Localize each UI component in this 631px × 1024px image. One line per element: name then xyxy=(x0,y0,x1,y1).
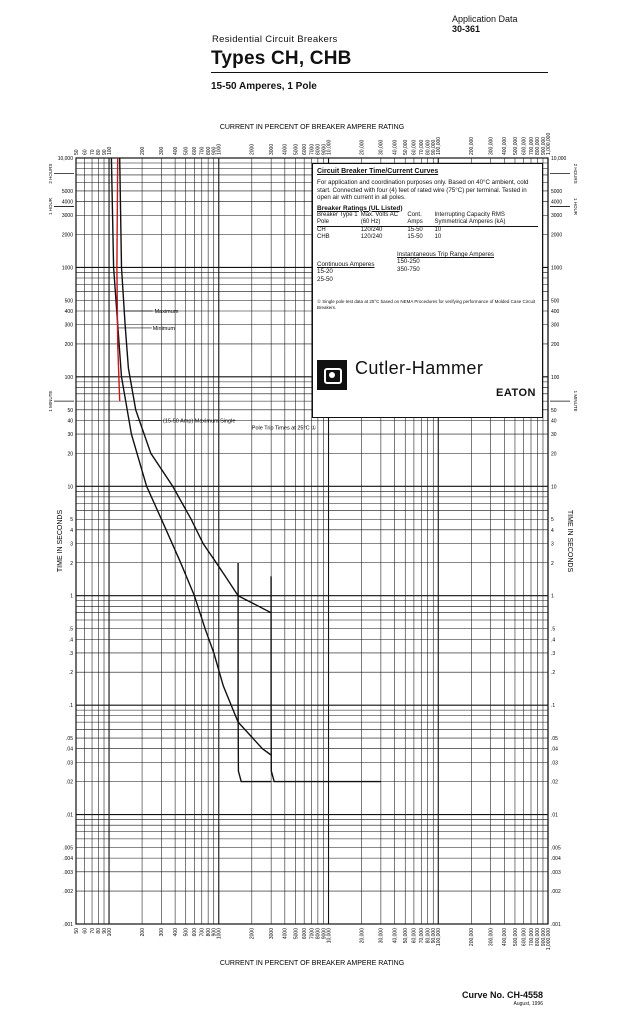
x-tick-label-bottom: 400,000 xyxy=(502,928,509,947)
y-tick-label-left: 1 xyxy=(70,593,73,600)
info-heading: Circuit Breaker Time/Current Curves xyxy=(317,168,439,175)
y-tick-label-left: .05 xyxy=(66,736,73,743)
x-tick-label-top: 600,000 xyxy=(521,136,528,155)
y-tick-label-left: 2000 xyxy=(61,232,73,239)
y-tick-label-right: 5000 xyxy=(551,188,563,195)
x-tick-label-top: 400,000 xyxy=(502,136,509,155)
annotation-label: Minimum xyxy=(152,325,176,332)
y-tick-label-right: .001 xyxy=(551,922,561,928)
x-tick-label-bottom: 600 xyxy=(192,928,199,937)
col-header: Cont. Amps xyxy=(407,212,434,227)
y-tick-label-left: .03 xyxy=(66,760,73,767)
y-tick-label-left: 4000 xyxy=(61,199,73,206)
x-tick-label-top: 9000 xyxy=(321,143,328,155)
x-tick-label-bottom: 300 xyxy=(159,928,166,937)
x-tick-label-bottom: 10,000 xyxy=(326,928,333,944)
y-tick-label-left: .002 xyxy=(63,889,73,896)
y-tick-label-left: 400 xyxy=(64,308,73,315)
series-line xyxy=(117,158,120,401)
x-tick-label-top: 700 xyxy=(199,146,206,155)
y-tick-label-right: .003 xyxy=(551,869,561,876)
y-tick-label-right: 30 xyxy=(551,432,557,439)
x-tick-label-top: 500,000 xyxy=(512,136,519,155)
y-tick-label-left: .5 xyxy=(68,626,73,633)
brand-name: Cutler-Hammer xyxy=(355,358,484,378)
ratings-table xyxy=(317,212,538,241)
y-tick-label-right: 5 xyxy=(551,517,554,524)
x-tick-label-top: 1,000,000 xyxy=(545,132,552,155)
x-tick-label-top: 10,000 xyxy=(326,139,333,155)
y-tick-label-right: 200 xyxy=(551,341,560,348)
x-tick-label-bottom: 800 xyxy=(205,928,212,937)
x-tick-label-top: 80 xyxy=(96,149,103,155)
y-tick-label-left: 40 xyxy=(67,418,73,425)
x-tick-label-top: 30,000 xyxy=(378,139,385,155)
eaton-logo: EATON xyxy=(496,387,536,399)
x-tick-label-top: 90,000 xyxy=(431,139,438,155)
y-tick-label-left: .3 xyxy=(68,650,73,657)
x-tick-label-top: 300 xyxy=(159,146,166,155)
y-tick-label-right: .4 xyxy=(551,637,556,644)
trip-right-value: 350-750 xyxy=(397,265,420,273)
y-tick-label-right: .02 xyxy=(551,779,558,786)
x-tick-label-bottom: 90,000 xyxy=(431,928,438,944)
series-line xyxy=(111,158,271,755)
cutler-hammer-logo-icon xyxy=(317,360,347,390)
y-side-label-left: 2 HOURS xyxy=(48,163,53,184)
x-tick-label-top: 900 xyxy=(211,146,218,155)
page-title: Types CH, CHB xyxy=(211,48,352,69)
info-note: For application and coordination purposes only. Based on 40°C ambient, cold start. Connected with four (4) feet of rated wire (75°C) per terminal. Tested in open air with current in all poles. xyxy=(317,179,529,202)
y-tick-label-right: 100 xyxy=(551,374,560,381)
y-tick-label-right: .05 xyxy=(551,736,558,743)
x-tick-label-top: 800,000 xyxy=(535,136,542,155)
cell: 15-50 xyxy=(407,227,423,234)
x-axis-label-top: CURRENT IN PERCENT OF BREAKER AMPERE RATING xyxy=(219,124,405,131)
y-axis-label-right: TIME IN SECONDS xyxy=(566,509,573,573)
y-tick-label-left: 5000 xyxy=(61,188,73,195)
y-tick-label-left: .1 xyxy=(68,703,73,710)
x-tick-label-top: 60 xyxy=(82,149,89,155)
y-tick-label-left: 10 xyxy=(67,484,73,491)
x-tick-label-bottom: 600,000 xyxy=(521,928,528,947)
y-tick-label-right: .002 xyxy=(551,889,561,896)
y-tick-label-right: 10,000 xyxy=(551,156,567,162)
table-row xyxy=(317,234,538,241)
y-tick-label-left: .005 xyxy=(63,845,73,852)
x-tick-label-bottom: 500,000 xyxy=(512,928,519,947)
footnote: ① Single pole test data at 25°C based on NEMA Procedures for verifying performance of Molded Case Circuit Breakers. xyxy=(317,299,536,310)
y-tick-label-left: .001 xyxy=(63,922,73,928)
cell: CHB xyxy=(317,234,330,241)
y-tick-label-right: 4000 xyxy=(551,199,563,206)
curve-date: August, 1996 xyxy=(513,1001,543,1007)
y-side-label-right: 1 HOUR xyxy=(573,198,578,216)
x-tick-label-top: 7000 xyxy=(309,143,316,155)
x-tick-label-top: 700,000 xyxy=(528,136,535,155)
y-side-label-left: 1 HOUR xyxy=(48,198,53,216)
x-tick-label-top: 800 xyxy=(205,146,212,155)
y-tick-label-left: 30 xyxy=(67,432,73,439)
x-tick-label-bottom: 100 xyxy=(106,928,113,937)
y-tick-label-right: .03 xyxy=(551,760,558,767)
x-tick-label-bottom: 60 xyxy=(82,928,89,934)
x-tick-label-bottom: 900,000 xyxy=(540,928,547,947)
y-tick-label-left: 3000 xyxy=(61,213,73,220)
x-tick-label-top: 500 xyxy=(183,146,190,155)
x-tick-label-bottom: 5000 xyxy=(293,928,300,940)
x-tick-label-bottom: 3000 xyxy=(268,928,275,940)
x-tick-label-bottom: 6000 xyxy=(301,928,308,940)
continuous-heading: Continuous Amperes xyxy=(317,261,375,269)
y-tick-label-left: 5 xyxy=(70,517,73,524)
x-tick-label-bottom: 40,000 xyxy=(392,928,399,944)
col-header: Max. Volts AC (60 Hz) xyxy=(361,212,408,227)
x-tick-label-bottom: 70,000 xyxy=(419,928,426,944)
x-tick-label-bottom: 500 xyxy=(183,928,190,937)
x-tick-label-top: 200 xyxy=(139,146,146,155)
x-tick-label-top: 900,000 xyxy=(540,136,547,155)
x-tick-label-bottom: 4000 xyxy=(282,928,289,940)
y-tick-label-right: 50 xyxy=(551,407,557,414)
x-tick-label-top: 200,000 xyxy=(469,136,476,155)
y-tick-label-right: .5 xyxy=(551,626,556,633)
x-tick-label-bottom: 2000 xyxy=(249,928,256,940)
y-tick-label-right: 1 xyxy=(551,593,554,600)
y-tick-label-left: 2 xyxy=(70,560,73,567)
x-tick-label-bottom: 50 xyxy=(73,928,80,934)
y-tick-label-right: 1000 xyxy=(551,265,563,272)
x-tick-label-bottom: 70 xyxy=(89,928,96,934)
y-tick-label-left: 300 xyxy=(64,322,73,329)
y-tick-label-left: 500 xyxy=(64,298,73,305)
y-tick-label-left: 4 xyxy=(70,527,73,534)
y-tick-label-right: 400 xyxy=(551,308,560,315)
y-tick-label-left: 20 xyxy=(67,451,73,458)
x-tick-label-bottom: 90 xyxy=(101,928,108,934)
ratings-heading: Breaker Ratings (UL Listed) xyxy=(317,204,403,212)
y-tick-label-right: .3 xyxy=(551,650,556,657)
x-tick-label-bottom: 8000 xyxy=(315,928,322,940)
x-tick-label-bottom: 300,000 xyxy=(488,928,495,947)
page-subtitle: Residential Circuit Breakers xyxy=(212,34,338,45)
curve-number: Curve No. CH-4558 xyxy=(461,990,543,1000)
x-tick-label-bottom: 400 xyxy=(172,928,179,937)
x-tick-label-bottom: 30,000 xyxy=(378,928,385,944)
y-tick-label-left: 10,000 xyxy=(57,156,73,162)
table-row xyxy=(317,227,538,235)
x-tick-label-bottom: 1,000,000 xyxy=(545,928,552,951)
y-tick-label-left: 200 xyxy=(64,341,73,348)
series-line xyxy=(120,158,271,613)
brand-block xyxy=(317,360,537,390)
x-axis-label-bottom: CURRENT IN PERCENT OF BREAKER AMPERE RATING xyxy=(219,960,405,967)
y-tick-label-right: .01 xyxy=(551,812,558,819)
x-tick-label-bottom: 80 xyxy=(96,928,103,934)
y-side-label-right: 1 MINUTE xyxy=(573,390,578,412)
x-tick-label-bottom: 9000 xyxy=(321,928,328,940)
y-tick-label-right: .1 xyxy=(551,703,556,710)
y-tick-label-right: .004 xyxy=(551,856,561,863)
x-tick-label-top: 70 xyxy=(89,149,96,155)
cell: CH xyxy=(317,227,326,234)
annotation-label: Pole Trip Times at 25°C ① xyxy=(251,425,317,432)
y-tick-label-left: .4 xyxy=(68,637,73,644)
y-side-label-right: 2 HOURS xyxy=(573,163,578,184)
x-tick-label-bottom: 1000 xyxy=(216,928,223,940)
y-tick-label-left: .04 xyxy=(66,746,73,753)
x-tick-label-bottom: 700,000 xyxy=(528,928,535,947)
x-tick-label-bottom: 50,000 xyxy=(403,928,410,944)
doc-number: 30-361 xyxy=(452,24,481,34)
x-tick-label-top: 5000 xyxy=(293,143,300,155)
x-tick-label-top: 50 xyxy=(73,149,80,155)
annotation-label: Maximum xyxy=(154,308,179,315)
x-tick-label-top: 4000 xyxy=(282,143,289,155)
y-tick-label-right: .005 xyxy=(551,845,561,852)
x-tick-label-top: 80,000 xyxy=(425,139,432,155)
y-axis-label-left: TIME IN SECONDS xyxy=(57,509,64,573)
y-tick-label-right: 40 xyxy=(551,418,557,425)
y-tick-label-right: 20 xyxy=(551,451,557,458)
y-tick-label-left: .01 xyxy=(66,812,73,819)
x-tick-label-bottom: 20,000 xyxy=(359,928,366,944)
x-tick-label-top: 100,000 xyxy=(436,136,443,155)
trip-left-value: 15-20 xyxy=(317,268,333,276)
x-tick-label-top: 300,000 xyxy=(488,136,495,155)
x-tick-label-bottom: 100,000 xyxy=(436,928,443,947)
cell: 10 xyxy=(434,234,442,241)
x-tick-label-top: 2000 xyxy=(249,143,256,155)
cell: 15-50 xyxy=(407,234,423,241)
x-tick-label-bottom: 700 xyxy=(199,928,206,937)
x-tick-label-top: 40,000 xyxy=(392,139,399,155)
x-tick-label-top: 6000 xyxy=(301,143,308,155)
x-tick-label-bottom: 800,000 xyxy=(535,928,542,947)
y-tick-label-right: 300 xyxy=(551,322,560,329)
y-tick-label-left: .2 xyxy=(68,670,73,677)
cell: 120/240 xyxy=(360,234,383,241)
x-tick-label-bottom: 7000 xyxy=(309,928,316,940)
x-tick-label-top: 3000 xyxy=(268,143,275,155)
x-tick-label-top: 1000 xyxy=(216,143,223,155)
y-tick-label-left: 50 xyxy=(67,407,73,414)
x-tick-label-top: 400 xyxy=(172,146,179,155)
col-header: Interrupting Capacity RMS Symmetrical Amperes (kA) xyxy=(434,212,538,227)
footer xyxy=(451,990,543,1007)
cell: 10 xyxy=(434,227,442,234)
info-box xyxy=(312,163,543,418)
y-tick-label-right: 10 xyxy=(551,484,557,491)
trip-range xyxy=(317,251,538,291)
x-tick-label-bottom: 200,000 xyxy=(469,928,476,947)
x-tick-label-bottom: 60,000 xyxy=(411,928,418,944)
x-tick-label-top: 100 xyxy=(106,146,113,155)
y-tick-label-right: 4 xyxy=(551,527,554,534)
x-tick-label-bottom: 900 xyxy=(211,928,218,937)
x-tick-label-top: 60,000 xyxy=(411,139,418,155)
x-tick-label-top: 90 xyxy=(101,149,108,155)
annotation-label: (15-50 Amp) Maximum Single xyxy=(162,418,236,425)
x-tick-label-bottom: 80,000 xyxy=(425,928,432,944)
y-tick-label-left: 100 xyxy=(64,374,73,381)
y-tick-label-left: 1000 xyxy=(61,265,73,272)
x-tick-label-top: 50,000 xyxy=(403,139,410,155)
doc-type: Application Data xyxy=(452,14,518,24)
instantaneous-heading: Instantaneous Trip Range Amperes xyxy=(397,251,494,259)
y-tick-label-left: .02 xyxy=(66,779,73,786)
trip-right-value: 150-250 xyxy=(397,258,420,266)
y-tick-label-right: 3000 xyxy=(551,213,563,220)
ampere-rating: 15-50 Amperes, 1 Pole xyxy=(211,81,317,92)
cell: 120/240 xyxy=(360,227,383,234)
y-tick-label-left: .004 xyxy=(63,856,73,863)
x-tick-label-top: 600 xyxy=(192,146,199,155)
y-tick-label-left: 3 xyxy=(70,541,73,548)
y-tick-label-right: 2000 xyxy=(551,232,563,239)
x-tick-label-top: 70,000 xyxy=(419,139,426,155)
trip-left-value: 25-50 xyxy=(317,275,333,283)
y-tick-label-right: .04 xyxy=(551,746,558,753)
x-tick-label-bottom: 200 xyxy=(139,928,146,937)
x-tick-label-top: 20,000 xyxy=(359,139,366,155)
y-tick-label-right: 2 xyxy=(551,560,554,567)
y-tick-label-right: 3 xyxy=(551,541,554,548)
y-tick-label-left: .003 xyxy=(63,869,73,876)
series-line xyxy=(271,576,381,781)
y-side-label-left: 1 MINUTE xyxy=(48,390,53,412)
y-tick-label-right: .2 xyxy=(551,670,556,677)
col-header: Breaker Type 1 Pole xyxy=(317,212,361,227)
y-tick-label-right: 500 xyxy=(551,298,560,305)
x-tick-label-top: 8000 xyxy=(315,143,322,155)
